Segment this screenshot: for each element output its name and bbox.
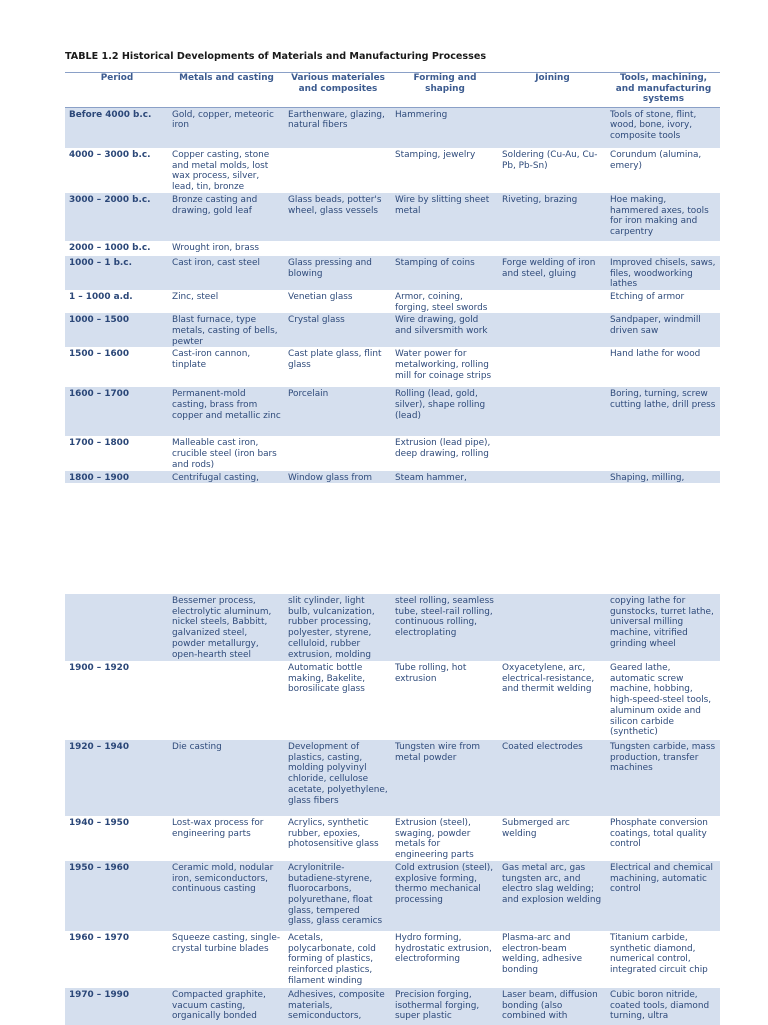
table-row xyxy=(65,148,720,193)
cell-forming: Cold extrusion (steel), explosive forming, thermo mechanical processing xyxy=(391,861,498,931)
header-metals: Metals and casting xyxy=(179,73,274,83)
cell-forming: Armor, coining, forging, steel swords xyxy=(395,291,488,313)
cell-period: 1950 – 1960 xyxy=(65,861,168,931)
materials-table-part1 xyxy=(65,72,720,483)
cell-materials: Automatic bottle making, Bakelite, borosilicate glass xyxy=(288,663,366,695)
cell-tools: Corundum (alumina, emery) xyxy=(610,150,702,171)
cell-forming: Precision forging, isothermal forging, super plastic xyxy=(391,988,498,1025)
cell-materials: Adhesives, composite materials, semiconductors, xyxy=(284,988,391,1025)
cell-metals: Gold, copper, meteoric iron xyxy=(168,107,284,148)
cell-materials: Venetian glass xyxy=(288,291,353,302)
cell-metals: Malleable cast iron, crucible steel (iron bars and rods) xyxy=(172,438,277,470)
cell-forming: Rolling (lead, gold, silver), shape rolling (lead) xyxy=(391,387,498,436)
cell-materials: slit cylinder, light bulb, vulcanization, rubber processing, polyester, styrene, celluloid, rubber extrusion, molding xyxy=(284,594,391,661)
cell-period: 1920 – 1940 xyxy=(65,740,168,816)
cell-tools: Boring, turning, screw cutting lathe, drill press xyxy=(606,387,720,436)
cell-forming: Steam hammer, xyxy=(391,471,498,484)
cell-materials: Earthenware, glazing, natural fibers xyxy=(284,107,391,148)
cell-forming: Water power for metalworking, rolling mill for coinage strips xyxy=(395,349,492,381)
cell-forming: Tube rolling, hot extrusion xyxy=(395,663,467,684)
table-row xyxy=(65,740,720,816)
cell-metals: Cast iron, cast steel xyxy=(168,256,284,290)
cell-tools: Tools of stone, flint, wood, bone, ivory, composite tools xyxy=(606,107,720,148)
cell-joining xyxy=(498,594,606,661)
cell-tools: Titanium carbide, synthetic diamond, numerical control, integrated circuit chip xyxy=(610,932,708,975)
cell-joining xyxy=(498,107,606,148)
cell-period: 3000 – 2000 b.c. xyxy=(65,193,168,241)
cell-period: 1 – 1000 a.d. xyxy=(69,291,133,302)
cell-tools: Sandpaper, windmill driven saw xyxy=(606,313,720,347)
cell-materials: Crystal glass xyxy=(284,313,391,347)
header-joining: Joining xyxy=(535,73,570,83)
cell-materials: Window glass from xyxy=(284,471,391,484)
cell-forming: Tungsten wire from metal powder xyxy=(391,740,498,816)
cell-period: 1960 – 1970 xyxy=(69,932,130,943)
table-row xyxy=(65,661,720,740)
cell-period: 1000 – 1500 xyxy=(65,313,168,347)
cell-period: Before 4000 b.c. xyxy=(65,107,168,148)
cell-tools: Phosphate conversion coatings, total quality control xyxy=(610,818,708,850)
table-row xyxy=(65,313,720,347)
table-row xyxy=(65,816,720,861)
cell-tools: Cubic boron nitride, coated tools, diamond turning, ultra xyxy=(606,988,720,1025)
cell-materials xyxy=(284,436,391,470)
table-row xyxy=(65,988,720,1025)
header-tools: Tools, machining, and manufacturing systems xyxy=(615,73,712,105)
cell-period: 2000 – 1000 b.c. xyxy=(69,242,151,253)
cell-tools: Etching of armor xyxy=(610,291,685,302)
cell-metals: Ceramic mold, nodular iron, semiconductors, continuous casting xyxy=(168,861,284,931)
cell-tools: Geared lathe, automatic screw machine, hobbing, high-speed-steel tools, aluminum oxide and silicon carbide (synthetic) xyxy=(610,663,712,738)
table-row xyxy=(65,347,720,387)
cell-period: 1800 – 1900 xyxy=(65,471,168,484)
header-forming: Forming and shaping xyxy=(413,73,477,94)
cell-joining: Riveting, brazing xyxy=(498,193,606,241)
cell-metals: Blast furnace, type metals, casting of bells, pewter xyxy=(168,313,284,347)
cell-metals: Bessemer process, electrolytic aluminum, nickel steels, Babbitt, galvanized steel, powder metallurgy, open-hearth steel xyxy=(168,594,284,661)
cell-joining: Oxyacetylene, arc, electrical-resistance, and thermit welding xyxy=(502,663,595,695)
cell-joining: Forge welding of iron and steel, gluing xyxy=(498,256,606,290)
cell-joining: Laser beam, diffusion bonding (also combined with xyxy=(498,988,606,1025)
cell-joining xyxy=(498,387,606,436)
cell-period: 1900 – 1920 xyxy=(69,663,130,673)
cell-forming: Hammering xyxy=(391,107,498,148)
table-row xyxy=(65,387,720,436)
table-row xyxy=(65,594,720,661)
cell-materials: Glass pressing and blowing xyxy=(284,256,391,290)
cell-period: 1500 – 1600 xyxy=(69,349,130,360)
table-row xyxy=(65,861,720,931)
table-row xyxy=(65,256,720,290)
cell-forming: Stamping of coins xyxy=(391,256,498,290)
cell-joining xyxy=(498,241,606,256)
cell-period: 1940 – 1950 xyxy=(69,818,130,828)
cell-materials: Development of plastics, casting, molding polyvinyl chloride, cellulose acetate, polyethylene, glass fibers xyxy=(284,740,391,816)
cell-joining: Coated electrodes xyxy=(498,740,606,816)
cell-materials: Porcelain xyxy=(284,387,391,436)
cell-materials: Glass beads, potter's wheel, glass vessels xyxy=(284,193,391,241)
cell-tools xyxy=(606,436,720,470)
cell-metals: Wrought iron, brass xyxy=(172,242,260,253)
cell-forming: Wire by slitting sheet metal xyxy=(391,193,498,241)
cell-joining xyxy=(498,290,606,313)
cell-metals: Copper casting, stone and metal molds, lost wax process, silver, lead, tin, bronze xyxy=(172,150,270,193)
cell-metals: Squeeze casting, single-crystal turbine blades xyxy=(172,932,281,954)
cell-forming: Extrusion (lead pipe), deep drawing, rolling xyxy=(395,438,491,460)
table-row xyxy=(65,107,720,148)
cell-tools: Tungsten carbide, mass production, transfer machines xyxy=(606,740,720,816)
cell-period: 1000 – 1 b.c. xyxy=(65,256,168,290)
cell-forming xyxy=(391,241,498,256)
cell-forming: Wire drawing, gold and silversmith work xyxy=(391,313,498,347)
cell-joining xyxy=(498,436,606,470)
cell-metals: Cast-iron cannon, tinplate xyxy=(172,349,251,371)
cell-metals: Centrifugal casting, xyxy=(168,471,284,484)
cell-joining: Submerged arc welding xyxy=(502,818,570,839)
table-row xyxy=(65,436,720,470)
table-row xyxy=(65,193,720,241)
cell-materials: Acrylics, synthetic rubber, epoxies, photosensitive glass xyxy=(288,818,379,850)
header-materials: Various materiales and composites xyxy=(291,73,385,94)
cell-metals xyxy=(168,661,284,740)
cell-tools: copying lathe for gunstocks, turret lathe, universal milling machine, vitrified grinding wheel xyxy=(606,594,720,661)
cell-tools: Hoe making, hammered axes, tools for iron making and carpentry xyxy=(606,193,720,241)
cell-metals: Compacted graphite, vacuum casting, organically bonded xyxy=(168,988,284,1025)
cell-metals: Zinc, steel xyxy=(172,291,219,302)
table-row xyxy=(65,241,720,256)
cell-metals: Lost-wax process for engineering parts xyxy=(172,818,264,839)
cell-materials xyxy=(284,148,391,193)
cell-forming: Hydro forming, hydrostatic extrusion, electroforming xyxy=(395,932,492,965)
cell-tools: Improved chisels, saws, files, woodworking lathes xyxy=(606,256,720,290)
cell-tools xyxy=(606,241,720,256)
cell-joining xyxy=(498,313,606,347)
table-row xyxy=(65,931,720,988)
cell-materials: Acetals, polycarbonate, cold forming of plastics, reinforced plastics, filament winding xyxy=(288,932,376,986)
cell-tools: Electrical and chemical machining, automatic control xyxy=(606,861,720,931)
cell-metals: Die casting xyxy=(168,740,284,816)
cell-tools: Shaping, milling, xyxy=(606,471,720,484)
cell-tools: Hand lathe for wood xyxy=(610,349,701,360)
cell-materials: Cast plate glass, flint glass xyxy=(288,349,382,371)
cell-forming: Extrusion (steel), swaging, powder metals for engineering parts xyxy=(395,818,474,861)
table-row xyxy=(65,471,720,484)
cell-period xyxy=(65,594,168,661)
cell-materials: Acrylonitrile-butadiene-styrene, fluorocarbons, polyurethane, float glass, tempered glass, glass ceramics xyxy=(284,861,391,931)
cell-metals: Bronze casting and drawing, gold leaf xyxy=(168,193,284,241)
cell-joining xyxy=(498,471,606,484)
table-title: TABLE 1.2 Historical Developments of Materials and Manufacturing Processes xyxy=(65,51,487,62)
cell-period: 4000 – 3000 b.c. xyxy=(69,150,151,160)
cell-period: 1700 – 1800 xyxy=(69,438,130,449)
header-period: Period xyxy=(100,73,134,83)
table-header-row xyxy=(65,72,720,107)
materials-table-part2 xyxy=(65,594,720,1025)
cell-metals: Permanent-mold casting, brass from copper and metallic zinc xyxy=(168,387,284,436)
cell-joining xyxy=(498,347,606,387)
cell-joining: Plasma-arc and electron-beam welding, adhesive bonding xyxy=(502,932,583,975)
cell-joining: Gas metal arc, gas tungsten arc, and electro slag welding; and explosion welding xyxy=(498,861,606,931)
cell-joining: Soldering (Cu-Au, Cu-Pb, Pb-Sn) xyxy=(502,150,598,171)
cell-forming: steel rolling, seamless tube, steel-rail rolling, continuous rolling, electroplating xyxy=(391,594,498,661)
cell-period: 1970 – 1990 xyxy=(65,988,168,1025)
cell-forming: Stamping, jewelry xyxy=(395,150,476,160)
table-row xyxy=(65,290,720,313)
cell-materials xyxy=(284,241,391,256)
cell-period: 1600 – 1700 xyxy=(65,387,168,436)
